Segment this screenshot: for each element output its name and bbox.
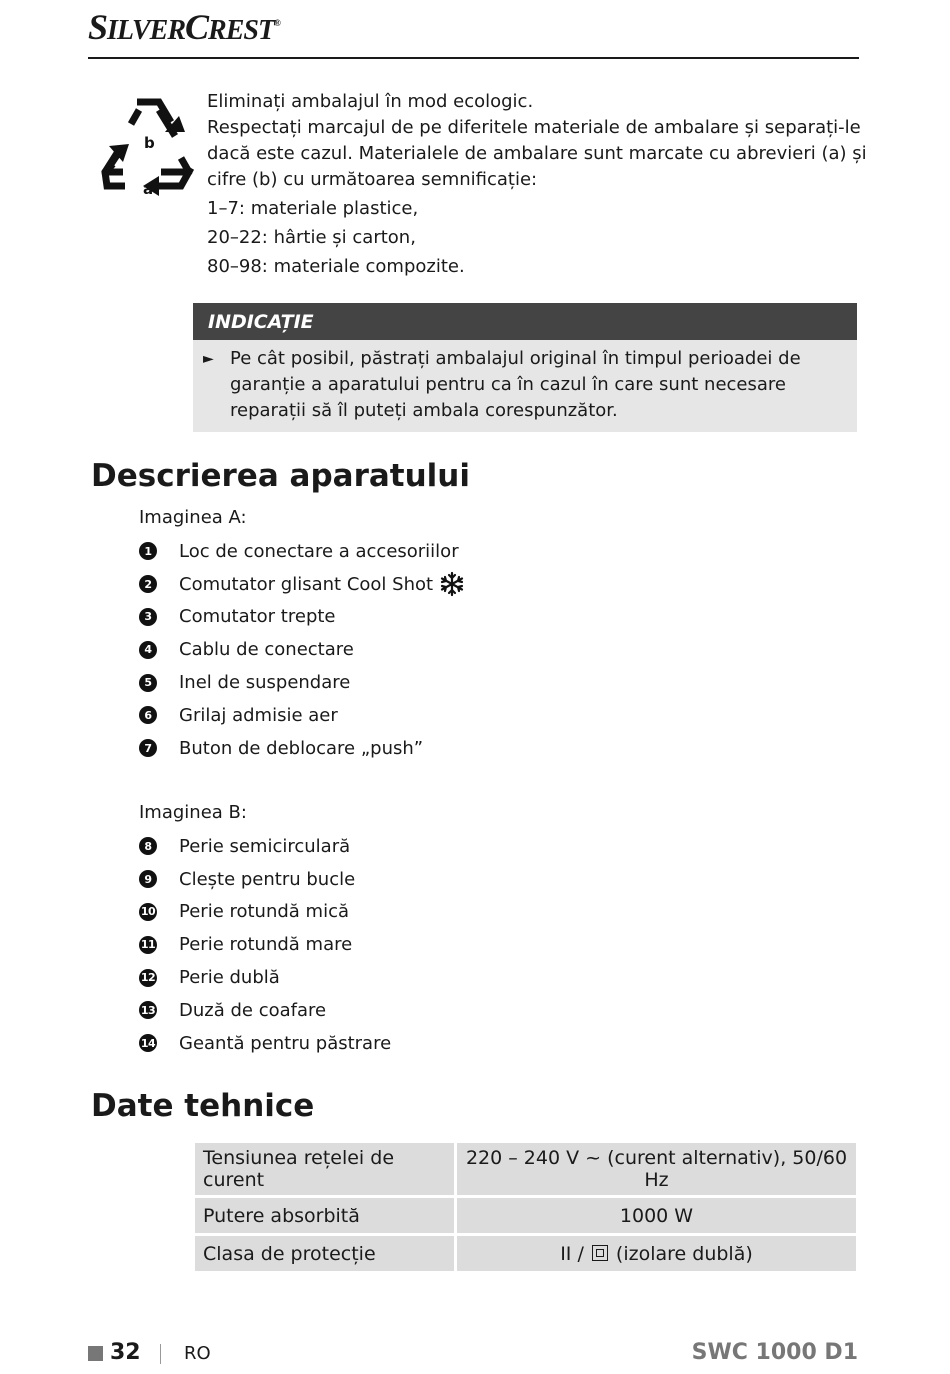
list-item: 13 Duză de coafare [140, 999, 327, 1021]
spec-label: Putere absorbită [195, 1198, 454, 1233]
spec-value: 1000 W [454, 1198, 856, 1233]
recycling-line-1: Eliminați ambalajul în mod ecologic. [207, 91, 534, 112]
recycling-line-2: Respectați marcajul de pe diferitele materiale de ambalare și separați-le dacă este cazul. Materialele de ambalare sunt marcate cu abrevieri (a) și cifre (b) cu următoarea semnificație: [207, 117, 867, 190]
number-badge: 6 [139, 706, 157, 724]
number-badge: 9 [139, 870, 157, 888]
number-badge: 7 [139, 739, 157, 757]
svg-text:b: b [144, 134, 155, 152]
list-item: 14 Geantă pentru păstrare [140, 1032, 392, 1054]
page-marker [88, 1346, 103, 1361]
section-heading-description: Descrierea aparatului [91, 458, 470, 494]
number-badge: 5 [139, 674, 157, 692]
list-item: 3 Comutator trepte [139, 601, 465, 634]
spec-label: Clasa de protecție [195, 1236, 454, 1271]
number-badge: 1 [139, 542, 157, 560]
list-item: 9 Clește pentru bucle [139, 863, 391, 896]
table-row [195, 1143, 856, 1195]
spec-value: II / (izolare dublă) [454, 1236, 856, 1271]
section-heading-specs: Date tehnice [91, 1088, 315, 1124]
number-badge: 11 [139, 936, 157, 954]
note-body [193, 340, 857, 432]
list-item: 6 Grilaj admisie aer [139, 699, 465, 732]
list-item: 8 Perie semicirculară [139, 830, 391, 863]
note-box [193, 303, 857, 432]
list-item: 1 Loc de conectare a accesoriilor [139, 535, 465, 568]
header-rule [88, 57, 859, 59]
list-item: 2 Comutator glisant Cool Shot [139, 568, 465, 601]
image-b-label: Imaginea B: [139, 802, 247, 823]
double-insulation-icon [592, 1245, 608, 1261]
specs-table [195, 1140, 856, 1274]
number-badge: 13 [139, 1001, 157, 1019]
number-badge: 8 [139, 837, 157, 855]
recycling-item: 1–7: materiale plastice, [207, 198, 419, 219]
recycling-item: 80–98: materiale compozite. [207, 256, 465, 277]
number-badge: 4 [139, 641, 157, 659]
number-badge: 2 [139, 575, 157, 593]
language-code: RO [184, 1343, 211, 1364]
arrow-icon: ► [203, 351, 214, 367]
note-text: Pe cât posibil, păstrați ambalajul original în timpul perioadei de garanție a aparatului pentru ca în cazul în care sunt necesare reparații să îl puteți ambala corespunzător. [230, 348, 801, 421]
page-footer [88, 1340, 858, 1370]
model-number: SWC 1000 D1 [691, 1340, 858, 1365]
table-row [195, 1198, 856, 1233]
number-badge: 10 [139, 903, 157, 921]
footer-divider [160, 1344, 161, 1364]
list-item: 5 Inel de suspendare [139, 666, 465, 699]
list-item: 4 Cablu de conectare [139, 633, 465, 666]
number-badge: 3 [139, 608, 157, 626]
list-item: 10 Perie rotundă mică [140, 901, 350, 923]
note-title: INDICAȚIE [193, 303, 857, 340]
image-a-list [139, 535, 465, 765]
snowflake-icon [439, 571, 465, 597]
brand-logo: SILVERCREST® [88, 7, 280, 47]
list-item: 12 Perie dublă [140, 967, 280, 989]
spec-value: 220 – 240 V ~ (curent alternativ), 50/60 Hz [454, 1143, 856, 1195]
svg-text:a: a [143, 180, 154, 196]
list-item: 11 Perie rotundă mare [140, 934, 353, 956]
recycling-triangle-icon [101, 92, 197, 196]
number-badge: 14 [139, 1034, 157, 1052]
recycling-item: 20–22: hârtie și carton, [207, 227, 416, 248]
page-number: 32 [110, 1340, 141, 1365]
table-row [195, 1236, 856, 1271]
spec-label: Tensiunea rețelei de curent [195, 1143, 454, 1195]
recycling-text [207, 89, 867, 280]
number-badge: 12 [139, 969, 157, 987]
image-b-list [139, 830, 391, 1060]
image-a-label: Imaginea A: [139, 507, 247, 528]
list-item: 7 Buton de deblocare „push” [139, 732, 465, 765]
